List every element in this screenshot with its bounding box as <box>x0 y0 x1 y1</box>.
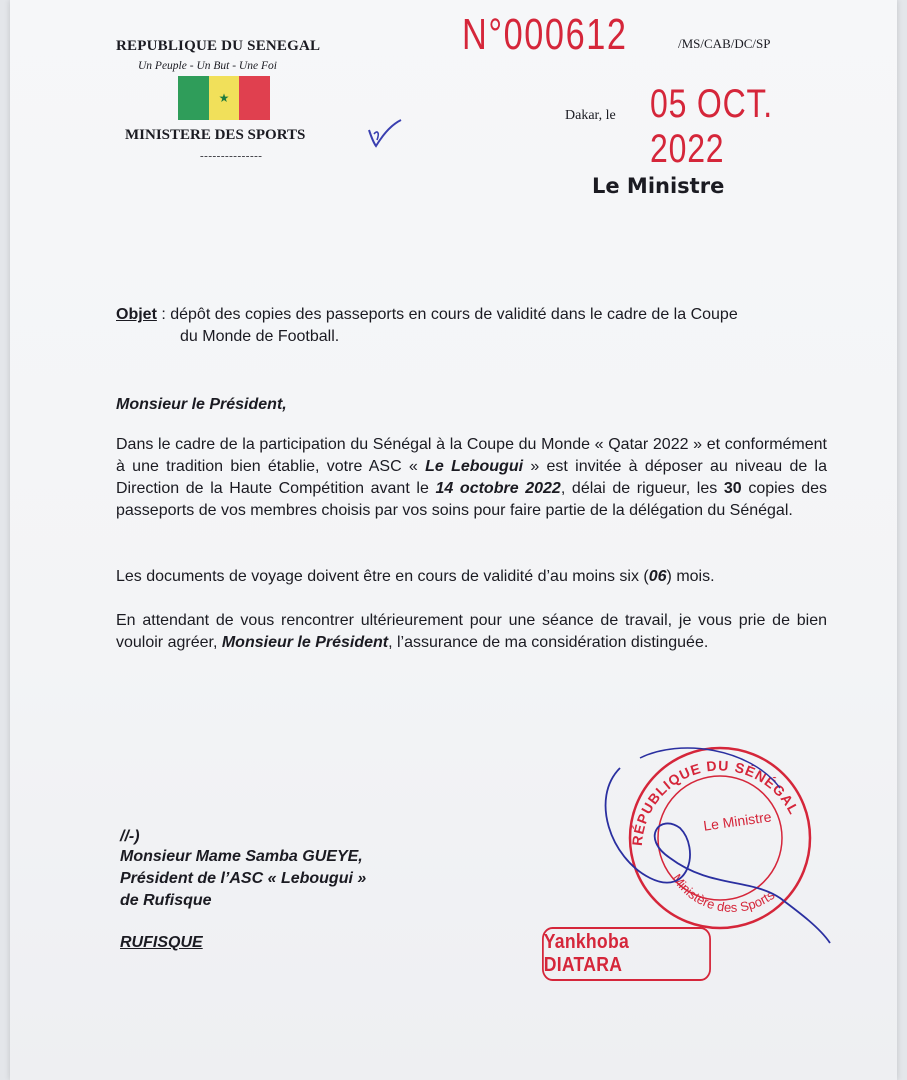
addressee-name: Monsieur Mame Samba GUEYE, <box>120 848 363 865</box>
header-separator: --------------- <box>200 150 263 162</box>
handwritten-check-icon <box>365 116 405 152</box>
subject-line-1 <box>116 304 831 326</box>
ministry-heading: MINISTERE DES SPORTS <box>125 127 306 143</box>
star-icon: ★ <box>218 91 230 105</box>
paragraph-2-text-b: ) mois. <box>666 568 715 585</box>
flag-green-band <box>178 76 209 120</box>
seal-center-text: Le Ministre <box>702 808 773 834</box>
subject-label: Objet <box>116 306 157 323</box>
letter-page <box>10 0 897 1080</box>
date-stamp: 05 OCT. 2022 <box>650 82 773 171</box>
paragraph-1-text-b: » est invitée à déposer au niveau de la Direction de la Haute Compétition avant le <box>116 458 828 497</box>
addressee-place: de Rufisque <box>120 892 212 909</box>
paragraph-1-text-c: , délai de rigueur, les <box>560 480 724 497</box>
flag-red-band <box>239 76 270 120</box>
addressee-city: RUFISQUE <box>120 934 203 951</box>
seal-bottom-text: Ministère des Sports <box>669 871 778 916</box>
paragraph-1-text-d: copies des passeports de vos membres choisis par vos soins pour faire partie de la délégation du Sénégal. <box>116 480 828 519</box>
asc-name: Le Lebougui <box>425 458 524 475</box>
national-motto: Un Peuple - Un But - Une Foi <box>138 60 277 72</box>
flag-yellow-band <box>209 76 240 120</box>
paragraph-1-text-a: Dans le cadre de la participation du Sénégal à la Coupe du Monde « Qatar 2022 » et conformément à une tradition bien établie, votre ASC « <box>116 436 827 475</box>
reference-code: /MS/CAB/DC/SP <box>678 36 771 51</box>
seal-outer-text: RÉPUBLIQUE DU SÉNÉGAL <box>628 757 803 847</box>
paragraph-2-text-a: Les documents de voyage doivent être en cours de validité d’au moins six ( <box>116 568 649 585</box>
paragraph-3 <box>116 610 827 654</box>
republic-heading: REPUBLIQUE DU SENEGAL <box>116 38 321 54</box>
validity-months: 06 <box>648 568 667 585</box>
signatory-name-stamp: Yankhoba DIATARA <box>542 927 711 981</box>
copies-count: 30 <box>723 480 742 497</box>
senegal-flag <box>178 76 270 120</box>
signature-stroke <box>606 768 830 943</box>
salutation: Monsieur le Président, <box>116 396 287 413</box>
closing-title: Monsieur le Président <box>221 634 389 651</box>
date-prefix: Dakar, le <box>565 108 616 123</box>
paragraph-2 <box>116 566 827 588</box>
paragraph-1 <box>116 434 827 522</box>
addressee-role: Président de l’ASC « Lebougui » <box>120 870 367 887</box>
reference-number-stamp: N°000612 <box>462 10 628 59</box>
official-seal <box>580 728 840 948</box>
sender-title: Le Ministre <box>592 174 725 198</box>
subject-line-2: du Monde de Football. <box>180 328 340 345</box>
subject-text: dépôt des copies des passeports en cours de validité dans le cadre de la Coupe <box>170 306 738 323</box>
addressee-mark: //-) <box>120 828 140 845</box>
paragraph-3-text-a: En attendant de vous rencontrer ultérieurement pour une séance de travail, je vous prie de bien vouloir agréer, <box>116 612 827 651</box>
subject-block <box>116 304 831 348</box>
subject-separator: : <box>156 306 171 323</box>
paragraph-3-text-b: , l’assurance de ma considération distinguée. <box>388 634 709 651</box>
svg-text:Ministère des Sports <box>669 871 777 915</box>
deadline-date: 14 octobre 2022 <box>435 480 561 497</box>
